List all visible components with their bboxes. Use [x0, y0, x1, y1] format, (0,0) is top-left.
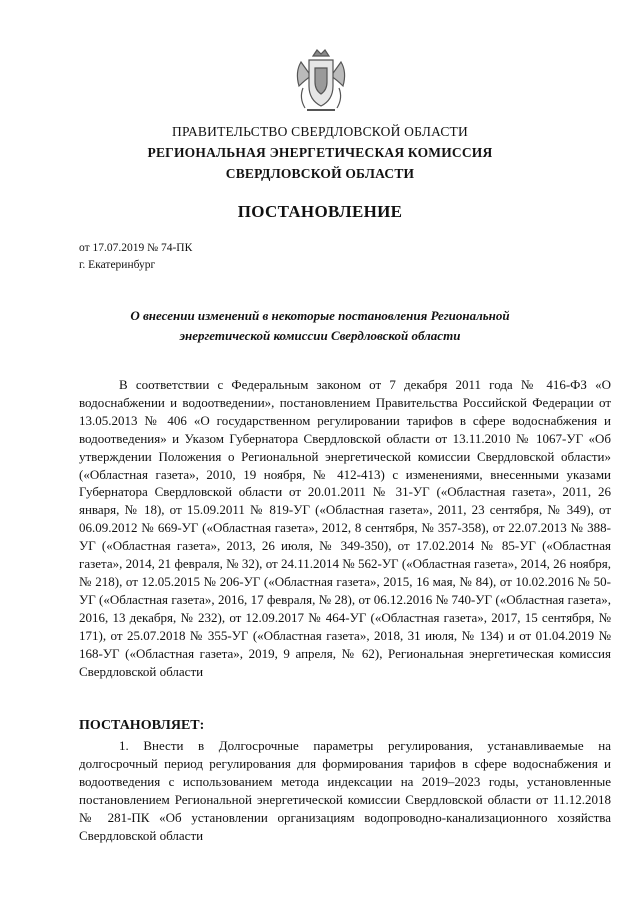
- commission-title-line2: СВЕРДЛОВСКОЙ ОБЛАСТИ: [225, 166, 415, 181]
- document-date-number: от 17.07.2019 № 74-ПК: [79, 242, 193, 254]
- coat-of-arms-icon: [293, 46, 349, 116]
- body-paragraph-1: В соответствии с Федеральным законом от 7 декабря 2011 года № 416-ФЗ «О водоснабжении и водоотведении», постановлением Правительства Российской Федерации от 13.05.2013 № 406 «О государственном регулировании тарифов в сфере водоснабжения и водоотведения» и Указом Губернатора Свердловской области от 13.11.2010 № 1067-УГ «Об утверждении Положения о Региональной энергетической комиссии Свердловской области» («Областная газета», 2010, 19 ноября, № 412-413) с изменениями, внесенными указами Губернатора Свердловской области от 20.01.2011 № 31-УГ («Областная газета», 2011, 26 января, № 18), от 15.09.2011 № 819-УГ («Областная газета», 2011, 23 сентября, № 349), от 06.09.2012 № 669-УГ («Областная газета», 2012, 8 сентября, № 357-358), от 22.07.2013 № 388-УГ («Областная газета», 2013, 26 июля, № 349-350), от 17.02.2014 № 85-УГ («Областная газета», 2014, 21 февраля, № 32), от 24.11.2014 № 562-УГ («Областная газета», 2014, 26 ноября, № 218), от 12.05.2015 № 206-УГ («Областная газета», 2015, 16 мая, № 84), от 10.02.2016 № 50-УГ («Областная газета», 2016, 17 февраля, № 28), от 06.12.2016 № 740-УГ («Областная газета», 2016, 13 декабря, № 232), от 12.09.2017 № 464-УГ («Областная газета», 2017, 15 сентября, № 171), от 25.07.2018 № 355-УГ («Областная газета», 2018, 31 июля, № 134) и от 01.04.2019 № 168-УГ («Областная газета», 2019, 9 апреля, № 62), Региональная энергетическая комиссия Свердловской области: [79, 377, 611, 679]
- document-city: г. Екатеринбург: [79, 259, 156, 271]
- document-subject: О внесении изменений в некоторые постановления Региональной энергетической комиссии Свердловской области: [130, 308, 510, 343]
- resolves-heading: ПОСТАНОВЛЯЕТ:: [79, 718, 205, 733]
- commission-title-line1: РЕГИОНАЛЬНАЯ ЭНЕРГЕТИЧЕСКАЯ КОМИССИЯ: [147, 145, 493, 160]
- government-title: ПРАВИТЕЛЬСТВО СВЕРДЛОВСКОЙ ОБЛАСТИ: [172, 124, 468, 139]
- document-type: ПОСТАНОВЛЕНИЕ: [237, 202, 403, 221]
- body-paragraph-2: 1. Внести в Долгосрочные параметры регулирования, устанавливаемые на долгосрочный период регулирования для формирования тарифов в сфере водоснабжения и водоотведения с использованием метода индексации на 2019–2023 годы, установленные постановлением Региональной энергетической комиссии Свердловской области от 11.12.2018 № 281-ПК «Об установлении организациям водопроводно-канализационного хозяйства Свердловской области: [79, 738, 611, 843]
